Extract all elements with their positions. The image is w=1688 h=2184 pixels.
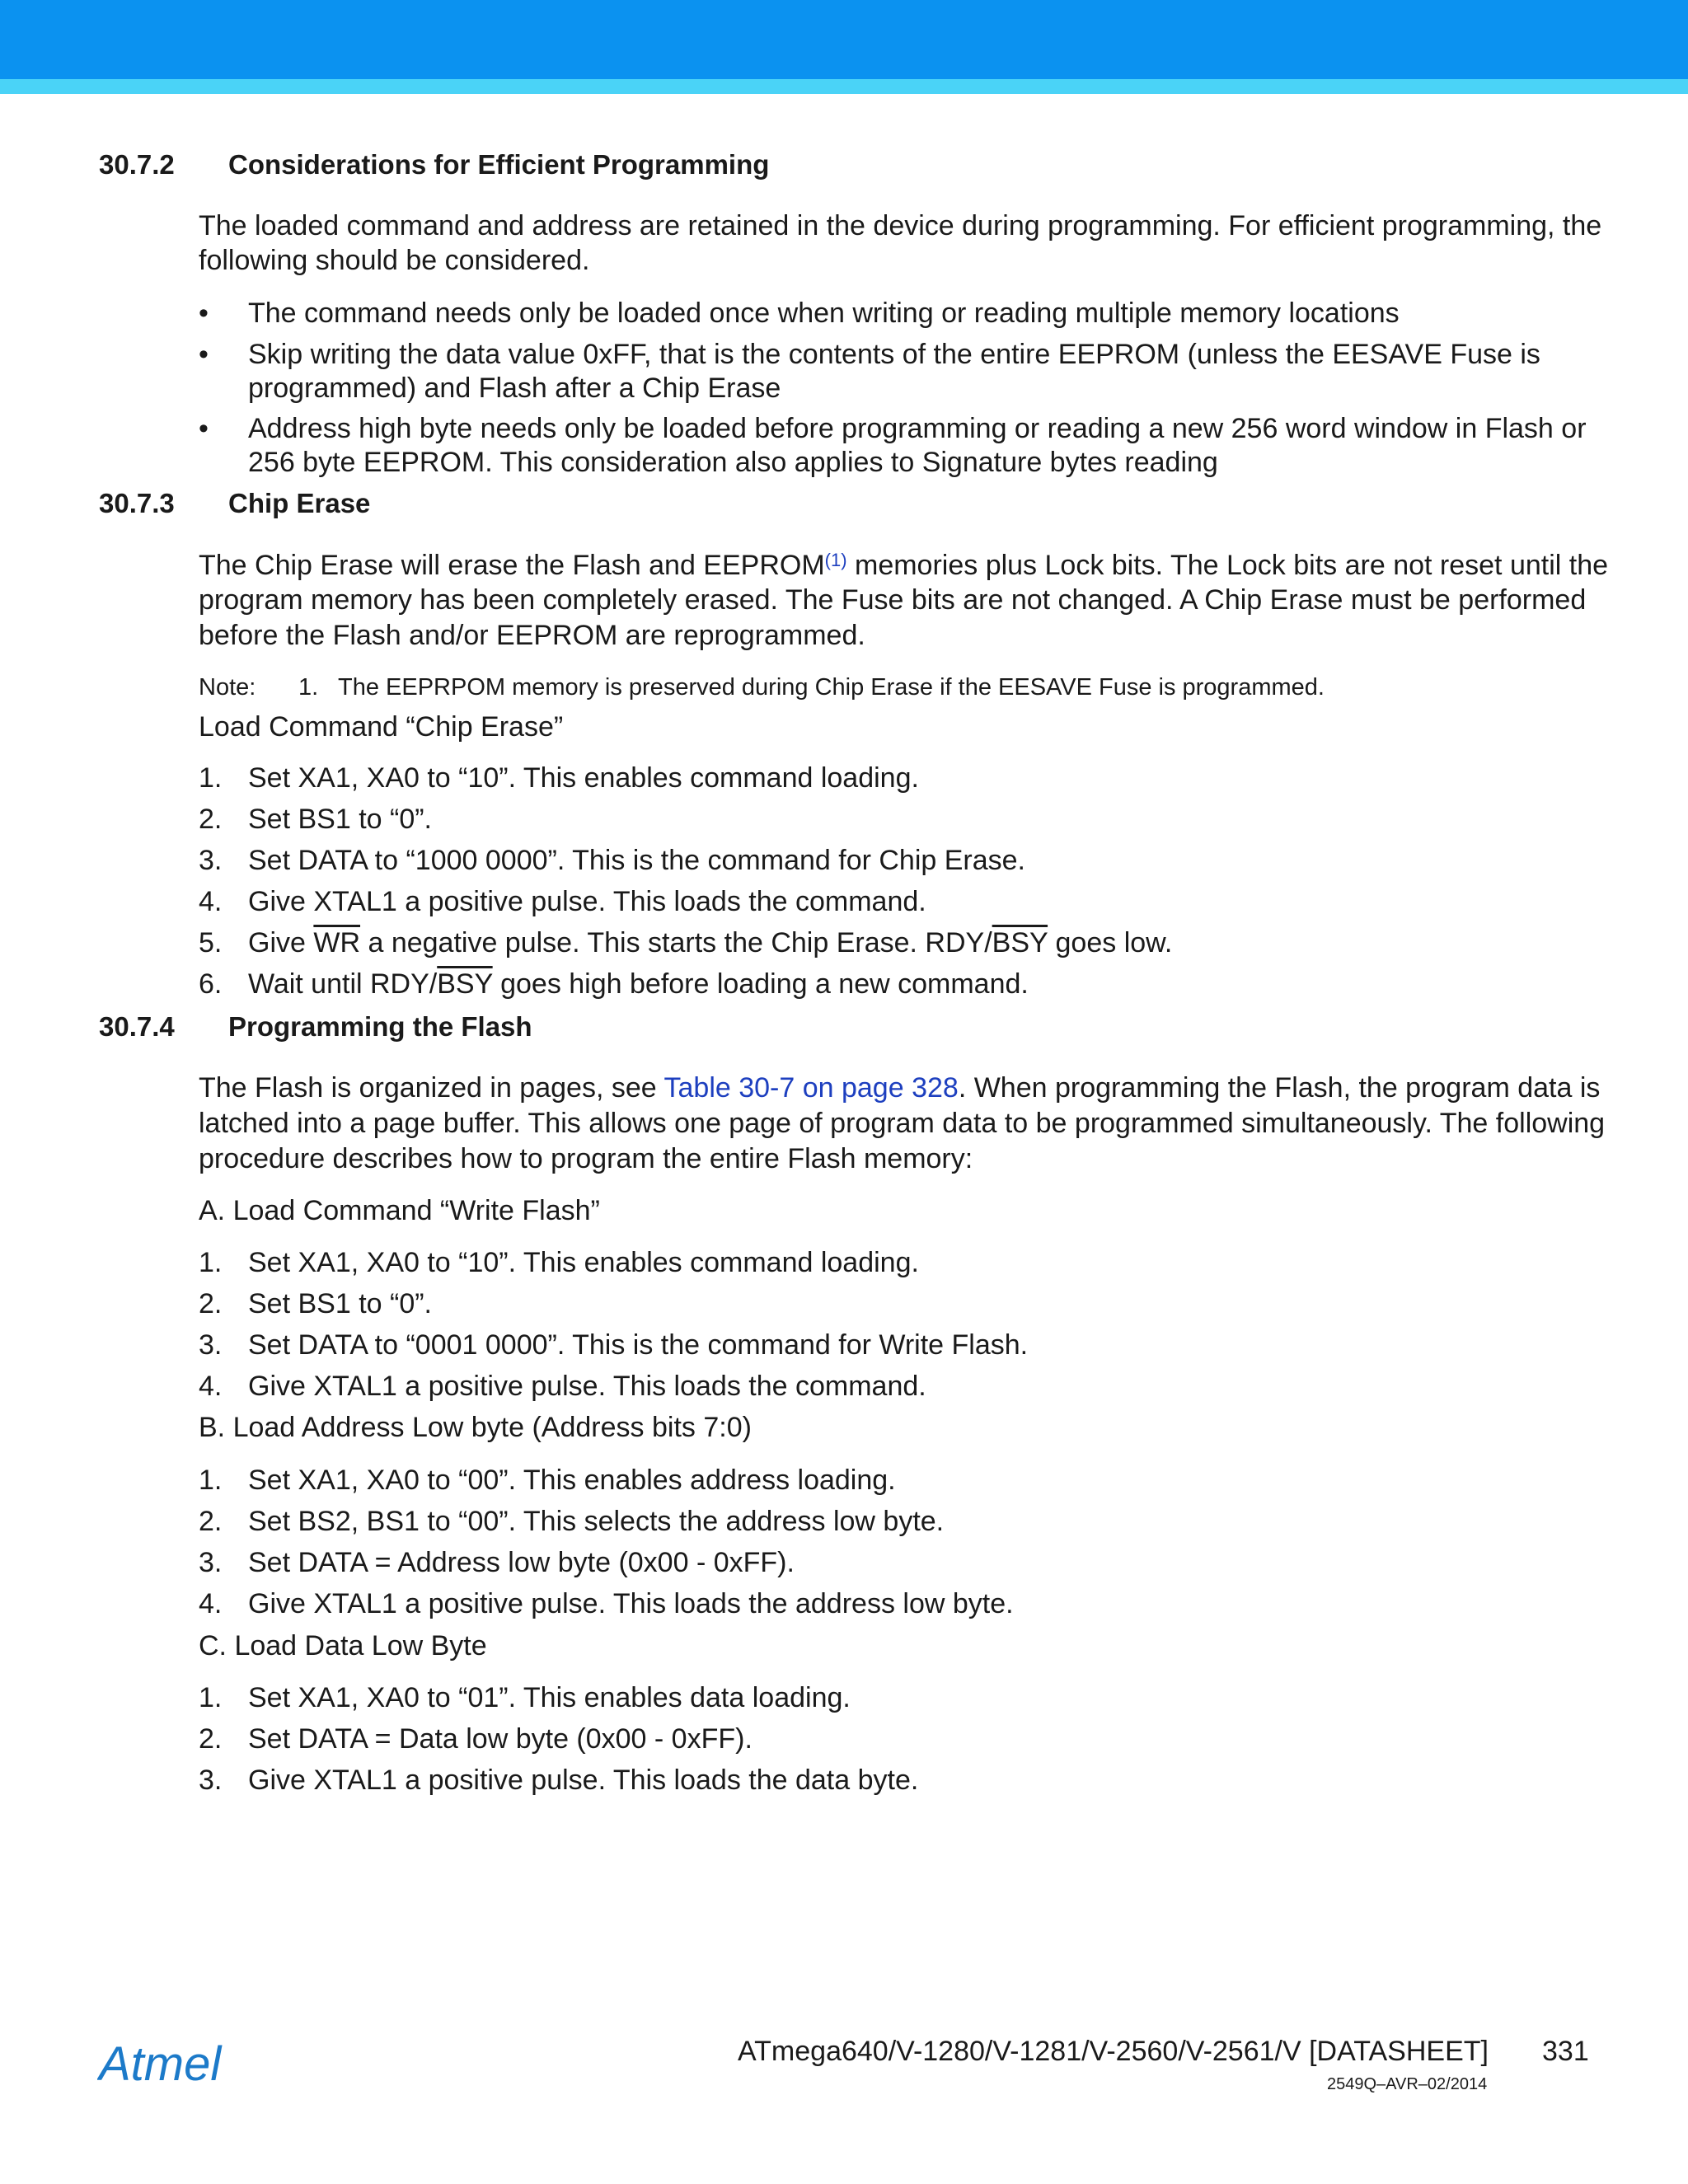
section-number: 30.7.4 (99, 1011, 175, 1042)
procedure-title: C. Load Data Low Byte (199, 1630, 487, 1661)
note-number: 1. (298, 674, 319, 701)
step-number: 2. (199, 1288, 223, 1319)
bsy-signal: $\overline{BSY}$ (992, 927, 1048, 958)
step-number: 2. (199, 804, 223, 835)
bullet-text: Address high byte needs only be loaded before programming or reading a new 256 word window in Flash or (248, 413, 1587, 444)
step-text: Set DATA to “1000 0000”. This is the command for Chip Erase. (248, 845, 1026, 876)
section-number: 30.7.3 (99, 488, 175, 518)
section-title: Considerations for Efficient Programming (228, 149, 770, 180)
step-number: 1. (199, 762, 223, 794)
paragraph-line: procedure describes how to program the entire Flash memory: (199, 1143, 973, 1174)
step-text: Set BS2, BS1 to “00”. This selects the address low byte. (248, 1506, 945, 1537)
step-number: 4. (199, 886, 223, 917)
bullet-text: Skip writing the data value 0xFF, that is the contents of the entire EEPROM (unless the EESAVE Fuse is (248, 339, 1540, 370)
note-text: The EEPRPOM memory is preserved during Chip Erase if the EESAVE Fuse is programmed. (338, 674, 1325, 701)
page-number: 331 (1542, 2036, 1589, 2067)
step-number: 3. (199, 1547, 223, 1578)
bullet-dot: • (199, 298, 209, 329)
step-number: 3. (199, 1765, 223, 1796)
step-text: Give XTAL1 a positive pulse. This loads the address low byte. (248, 1588, 1014, 1619)
step-number: 1. (199, 1247, 223, 1278)
wr-signal: $\overline{WR}$ (313, 927, 361, 958)
bullet-dot: • (199, 413, 209, 444)
step-text: Give $\overline{WR}$ a negative pulse. This starts the Chip Erase. RDY/$\overline{BSY}$ goes low. (248, 927, 1173, 958)
atmel-logo (97, 2036, 239, 2093)
paragraph-line: program memory has been completely erased. The Fuse bits are not changed. A Chip Erase must be performed (199, 584, 1587, 616)
step-text: Set XA1, XA0 to “00”. This enables address loading. (248, 1465, 896, 1496)
step-number: 2. (199, 1506, 223, 1537)
step-text: Give XTAL1 a positive pulse. This loads the command. (248, 1371, 926, 1402)
paragraph-line: The Chip Erase will erase the Flash and EEPROM$^{(1)}$ memories plus Lock bits. The Lock bits are not reset until the (199, 550, 1609, 581)
step-text: Set DATA = Data low byte (0x00 - 0xFF). (248, 1723, 753, 1755)
step-text: Set DATA = Address low byte (0x00 - 0xFF). (248, 1547, 795, 1578)
section-number: 30.7.2 (99, 149, 175, 180)
paragraph-line: The loaded command and address are retained in the device during programming. For efficient programming, the (199, 210, 1602, 241)
step-number: 4. (199, 1588, 223, 1619)
step-number: 6. (199, 968, 223, 1000)
step-text: Wait until RDY/$\overline{BSY}$ goes high before loading a new command. (248, 968, 1029, 1000)
step-text: Set BS1 to “0”. (248, 804, 432, 835)
step-text: Set XA1, XA0 to “10”. This enables command loading. (248, 1247, 919, 1278)
procedure-title: Load Command “Chip Erase” (199, 711, 564, 743)
bsy-signal: $\overline{BSY}$ (437, 968, 493, 1000)
step-number: 3. (199, 1329, 223, 1361)
bullet-text: The command needs only be loaded once when writing or reading multiple memory locations (248, 298, 1400, 329)
bullet-text: programmed) and Flash after a Chip Erase (248, 373, 781, 404)
note-label: Note: (199, 674, 256, 701)
document-title: ATmega640/V-1280/V-1281/V-2560/V-2561/V [DATASHEET] (738, 2036, 1489, 2067)
step-number: 1. (199, 1465, 223, 1496)
procedure-title: B. Load Address Low byte (Address bits 7:0) (199, 1412, 752, 1443)
step-number: 4. (199, 1371, 223, 1402)
bullet-text: 256 byte EEPROM. This consideration also applies to Signature bytes reading (248, 447, 1218, 478)
document-code: 2549Q–AVR–02/2014 (1327, 2075, 1488, 2093)
logo-text: Atmel (99, 2037, 222, 2091)
step-text: Set DATA to “0001 0000”. This is the command for Write Flash. (248, 1329, 1029, 1361)
section-title: Chip Erase (228, 488, 371, 518)
paragraph-line: following should be considered. (199, 245, 590, 276)
step-text: Set XA1, XA0 to “01”. This enables data loading. (248, 1682, 851, 1713)
procedure-title: A. Load Command “Write Flash” (199, 1195, 600, 1226)
paragraph-line: The Flash is organized in pages, see Table 30-7 on page 328. When programming the Flash, the program data is (199, 1072, 1601, 1104)
step-text: Set BS1 to “0”. (248, 1288, 432, 1319)
step-text: Give XTAL1 a positive pulse. This loads the command. (248, 886, 926, 917)
step-number: 1. (199, 1682, 223, 1713)
table-link[interactable]: Table 30-7 on page 328 (663, 1072, 959, 1104)
step-text: Give XTAL1 a positive pulse. This loads the data byte. (248, 1765, 919, 1796)
step-text: Set XA1, XA0 to “10”. This enables command loading. (248, 762, 919, 794)
bullet-dot: • (199, 339, 209, 370)
step-number: 2. (199, 1723, 223, 1755)
paragraph-line: before the Flash and/or EEPROM are reprogrammed. (199, 620, 865, 651)
paragraph-line: latched into a page buffer. This allows one page of program data to be programmed simultaneously. The following (199, 1108, 1606, 1139)
section-title: Programming the Flash (228, 1011, 532, 1042)
step-number: 3. (199, 845, 223, 876)
step-number: 5. (199, 927, 223, 958)
footnote-ref[interactable]: (1) (824, 550, 847, 570)
